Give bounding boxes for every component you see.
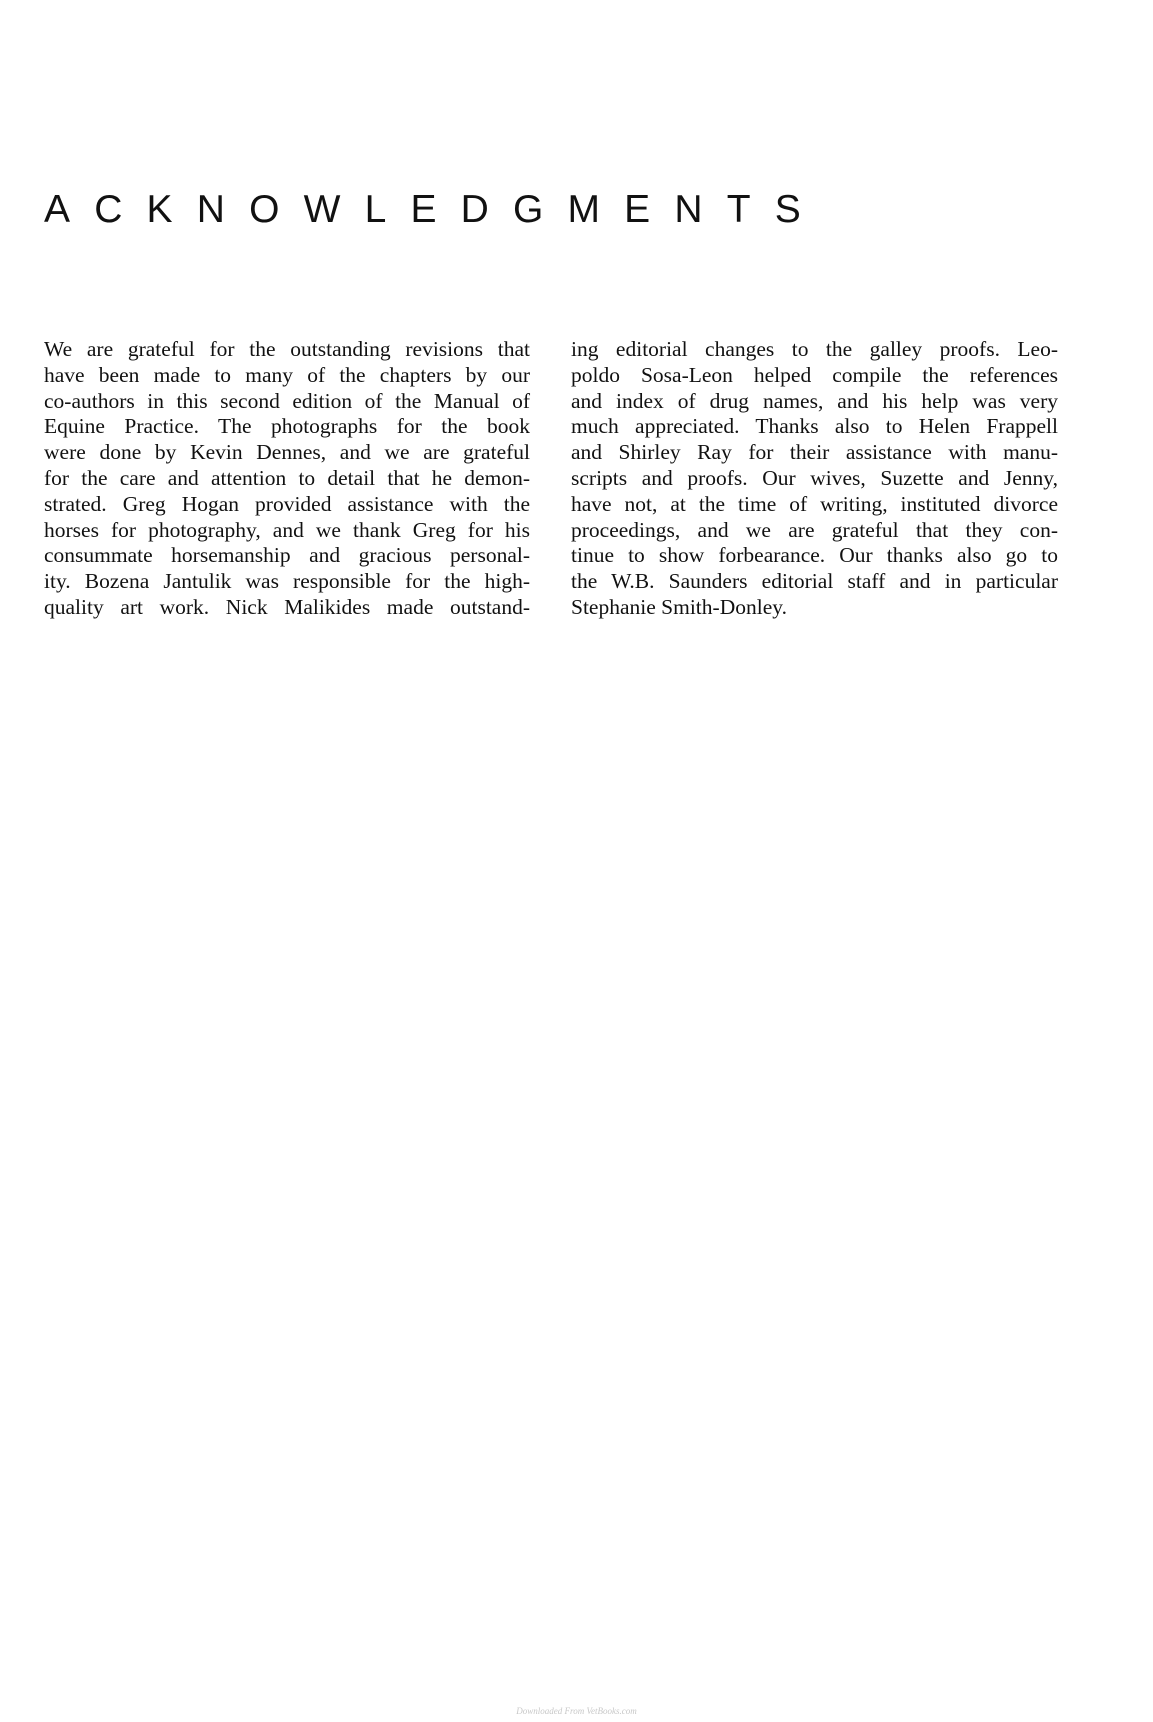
text-line: horses for photography, and we thank Greg for his: [44, 517, 530, 542]
text-line: for the care and attention to detail that he demon-: [44, 465, 530, 490]
text-line: and Shirley Ray for their assistance with manu-: [571, 440, 1058, 465]
text-line: tinue to show forbearance. Our thanks also go to: [571, 543, 1058, 568]
text-line: and index of drug names, and his help was very: [571, 388, 1058, 413]
text-line: consummate horsemanship and gracious personal-: [44, 543, 530, 568]
text-line: were done by Kevin Dennes, and we are grateful: [44, 440, 530, 465]
page-heading: ACKNOWLEDGMENTS: [44, 188, 825, 231]
text-line: co-authors in this second edition of the Manual of: [44, 388, 530, 413]
body-text-right-column: [571, 337, 1058, 621]
text-line: have been made to many of the chapters by our: [44, 362, 530, 387]
text-line: ity. Bozena Jantulik was responsible for the high-: [44, 569, 530, 594]
body-text-left-column: [44, 337, 530, 621]
text-line: scripts and proofs. Our wives, Suzette and Jenny,: [571, 465, 1058, 490]
text-line: Equine Practice. The photographs for the book: [44, 414, 530, 439]
text-line: strated. Greg Hogan provided assistance with the: [44, 491, 530, 516]
text-line: We are grateful for the outstanding revisions that: [44, 337, 530, 361]
text-line: have not, at the time of writing, instituted divorce: [571, 491, 1058, 516]
download-source-footer: Downloaded From VetBooks.com: [516, 1706, 637, 1716]
text-line: much appreciated. Thanks also to Helen Frappell: [571, 414, 1058, 439]
text-line: proceedings, and we are grateful that they con-: [571, 517, 1058, 542]
text-line: ing editorial changes to the galley proofs. Leo-: [571, 337, 1058, 361]
text-line: Stephanie Smith-Donley.: [571, 594, 787, 619]
text-line: the W.B. Saunders editorial staff and in particular: [571, 569, 1058, 594]
text-line: quality art work. Nick Malikides made outstand-: [44, 594, 530, 619]
text-line: poldo Sosa-Leon helped compile the references: [571, 362, 1058, 387]
